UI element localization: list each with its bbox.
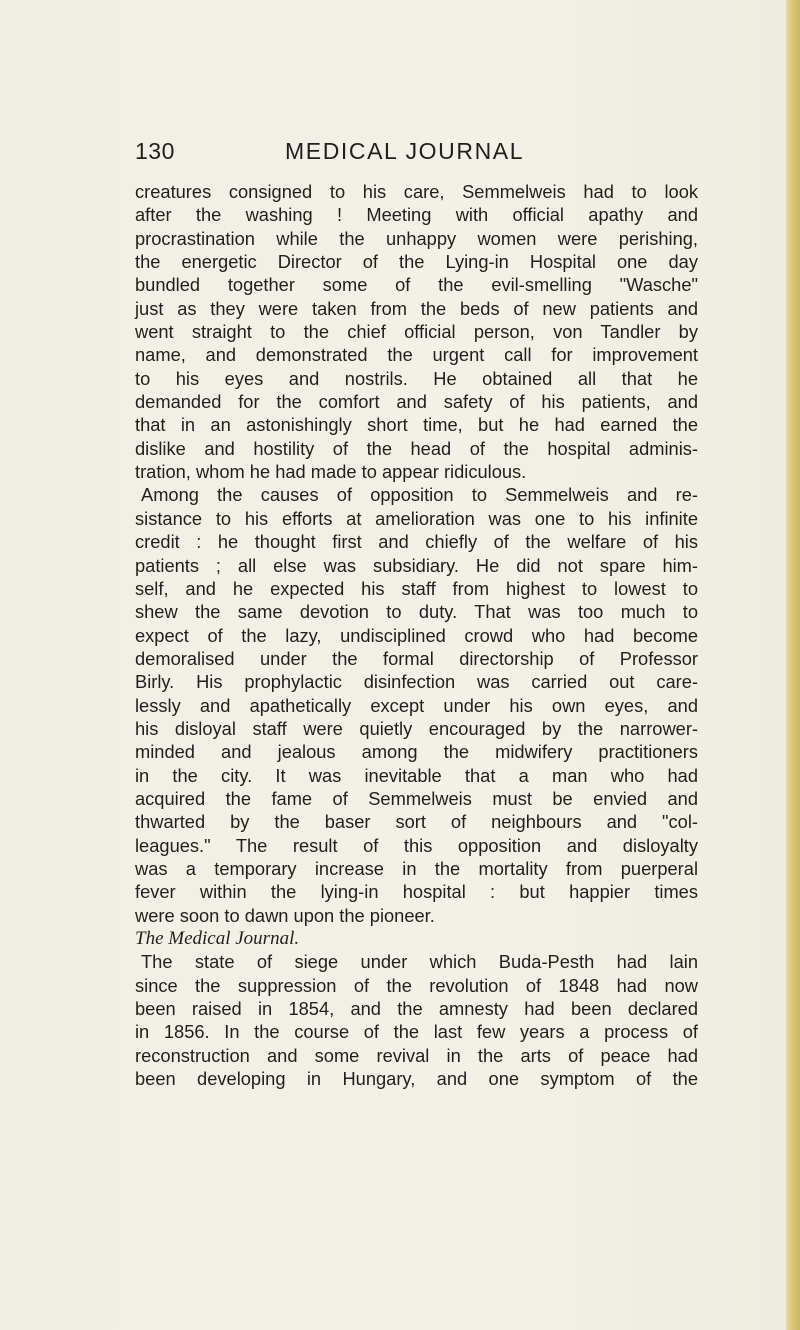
text-line: bundled together some of the evil-smelling "Wasche" [135,274,698,296]
text-line: patients ; all else was subsidiary. He did not spare him- [135,554,698,576]
citation-line: The Medical Journal. [135,928,300,949]
text-line: minded and jealous among the midwifery practitioners [135,741,698,763]
text-line: self, and he expected his staff from highest to lowest to [135,577,698,599]
text-line: the energetic Director of the Lying-in Hospital one day [135,251,698,273]
text-line: that in an astonishingly short time, but he had earned the [135,414,698,436]
text-line: reconstruction and some revival in the arts of peace had [135,1044,698,1066]
text-line: been developing in Hungary, and one symptom of the [135,1068,698,1090]
text-line: been raised in 1854, and the amnesty had been declared [135,998,698,1020]
text-line: The state of siege under which Buda-Pesth had lain [141,951,698,973]
running-head: MEDICAL JOURNAL [285,138,525,164]
text-line: to his eyes and nostrils. He obtained all that he [135,367,698,389]
text-line: after the washing ! Meeting with official apathy and [135,204,698,226]
text-line: shew the same devotion to duty. That was too much to [135,601,698,623]
text-line: credit : he thought first and chiefly of the welfare of his [135,531,698,553]
text-line: leagues." The result of this opposition and disloyalty [135,834,698,856]
text-line: was a temporary increase in the mortality from puerperal [135,857,698,879]
page-header [135,138,695,172]
text-line: thwarted by the baser sort of neighbours and "col- [135,811,698,833]
text-line: in the city. It was inevitable that a man who had [135,764,698,786]
text-line: dislike and hostility of the head of the hospital adminis- [135,437,698,459]
text-line: since the suppression of the revolution of 1848 had now [135,974,698,996]
text-line: acquired the fame of Semmelweis must be envied and [135,787,698,809]
text-line: creatures consigned to his care, Semmelweis had to look [135,181,698,202]
text-line: Among the causes of opposition to Semmelweis and re- [141,484,698,506]
text-line: expect of the lazy, undisciplined crowd who had become [135,624,698,646]
text-line: demanded for the comfort and safety of his patients, and [135,391,698,413]
text-line: tration, whom he had made to appear ridiculous. [135,461,527,483]
text-line: Birly. His prophylactic disinfection was carried out care- [135,671,698,693]
text-line: his disloyal staff were quietly encouraged by the narrower- [135,717,698,739]
text-line: were soon to dawn upon the pioneer. [135,904,435,926]
text-line: name, and demonstrated the urgent call for improvement [135,344,698,366]
body-text [135,180,698,1090]
text-line: lessly and apathetically except under his own eyes, and [135,694,698,716]
text-line: procrastination while the unhappy women were perishing, [135,227,698,249]
text-line: sistance to his efforts at amelioration was one to his infinite [135,507,698,529]
text-line: went straight to the chief official person, von Tandler by [135,321,698,343]
page-edge [786,0,800,1330]
page-number: 130 [135,138,175,164]
text-line: fever within the lying-in hospital : but happier times [135,881,698,903]
text-line: just as they were taken from the beds of new patients and [135,297,698,319]
text-line: in 1856. In the course of the last few years a process of [135,1021,698,1043]
text-line: demoralised under the formal directorship of Professor [135,647,698,669]
